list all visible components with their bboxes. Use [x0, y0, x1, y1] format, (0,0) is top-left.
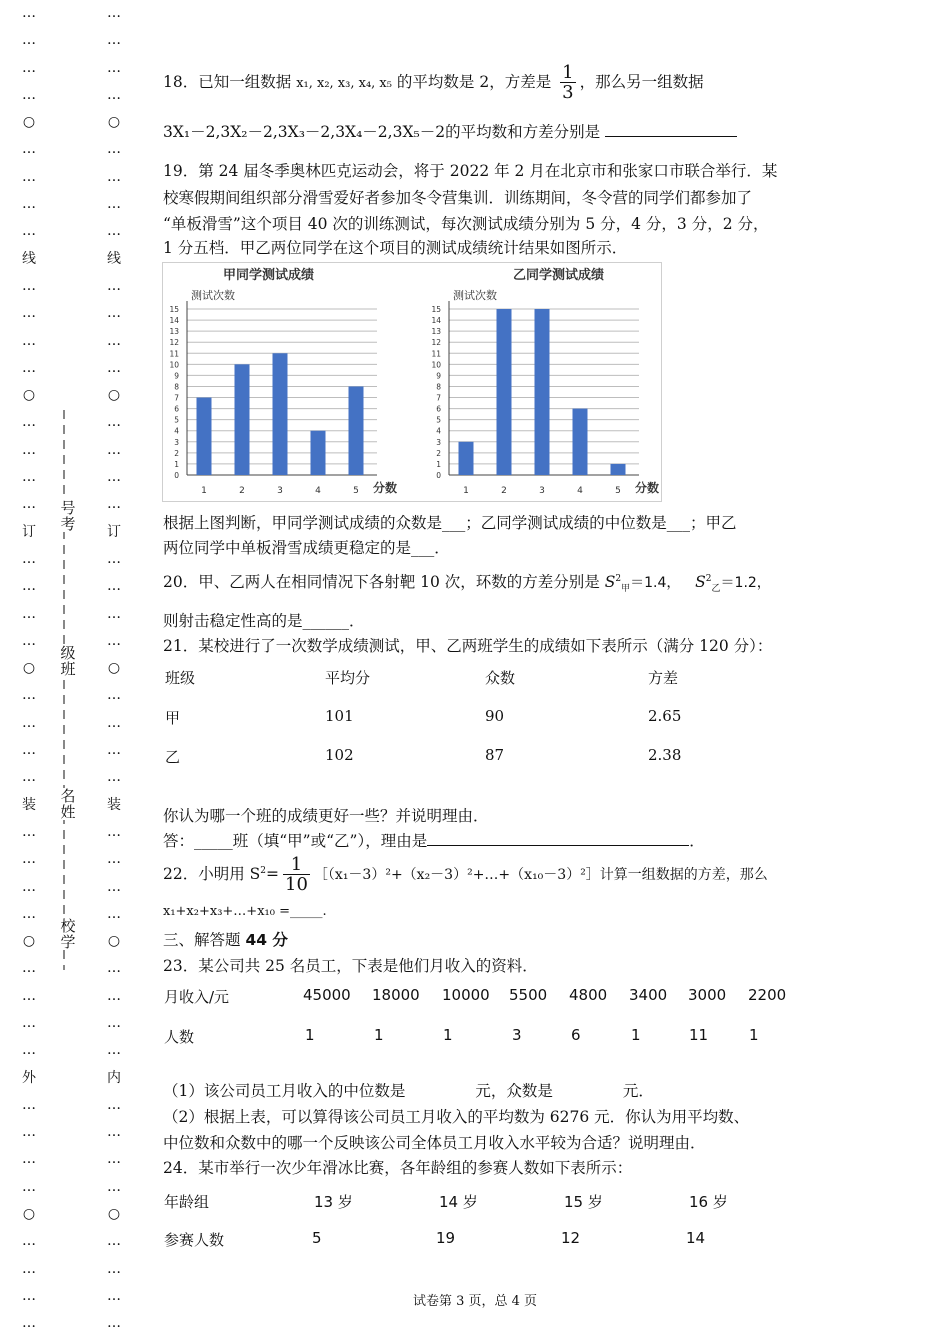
chart-ytick: 2 — [436, 448, 441, 458]
q24-cell: 14 — [686, 1229, 706, 1247]
chart-ylabel: 测试次数 — [453, 289, 497, 302]
q24-cell: 19 — [436, 1229, 456, 1247]
margin-mark: … — [22, 1096, 36, 1113]
q23-cell: 5500 — [509, 986, 548, 1004]
chart-ytick: 10 — [431, 360, 441, 370]
chart-xlabel: 分数 — [373, 481, 398, 495]
q24-cell: 5 — [312, 1229, 322, 1247]
chart-ytick: 6 — [436, 404, 441, 414]
margin-mark: 装 — [22, 796, 36, 813]
q22-frac-num: 1 — [290, 854, 303, 876]
margin-mark: … — [107, 277, 121, 294]
chart-ytick: 1 — [436, 459, 441, 469]
margin-mark: … — [22, 1124, 36, 1141]
margin-mark: … — [22, 1014, 36, 1031]
margin-mark: ○ — [107, 387, 121, 404]
margin-left-column — [14, 0, 44, 1338]
q21-reason-blank[interactable] — [427, 831, 689, 846]
margin-mark: 线 — [22, 250, 36, 267]
chart-bar — [311, 431, 326, 475]
q20-sub1: 甲 — [621, 584, 631, 595]
page-footer: 试卷第 3 页，总 4 页 — [412, 1294, 538, 1309]
chart-bar — [235, 364, 250, 475]
margin-mark: … — [22, 277, 36, 294]
margin-mark: … — [107, 987, 121, 1004]
q19-after2: 两位同学中单板滑雪成绩更稳定的是___． — [163, 539, 450, 557]
q19-line4: 1 分五档．甲乙两位同学在这个项目的测试成绩统计结果如图所示． — [163, 239, 628, 257]
chart-title: 甲同学测试成绩 — [223, 268, 315, 283]
margin-mark: … — [22, 960, 36, 977]
margin-mark: … — [107, 1124, 121, 1141]
margin-mark: … — [22, 1315, 36, 1332]
q23-label-income: 月收入/元 — [164, 988, 230, 1006]
q23-cell: 10000 — [442, 986, 490, 1004]
question-18-line2 — [163, 120, 737, 142]
q21-cell: 乙 — [165, 748, 181, 766]
q19-charts — [162, 262, 662, 502]
q24-label-age: 年龄组 — [164, 1193, 210, 1211]
q18-expr: 3X₁－2,3X₂－2,3X₃－2,3X₄－2,3X₅－2 — [163, 123, 446, 141]
label-school: 校学 — [58, 918, 78, 950]
margin-mark: ○ — [107, 114, 121, 131]
q21-row-jia — [163, 707, 723, 727]
chart-ytick: 8 — [436, 382, 441, 392]
margin-mark: … — [107, 632, 121, 649]
chart-ytick: 14 — [169, 316, 179, 326]
margin-mark: … — [107, 1287, 121, 1304]
margin-mark: … — [107, 1260, 121, 1277]
chart-ytick: 3 — [436, 437, 441, 447]
chart-ytick: 10 — [169, 360, 179, 370]
chart-ytick: 12 — [431, 338, 441, 348]
margin-mark: 外 — [22, 1069, 36, 1086]
margin-mark: … — [107, 1151, 121, 1168]
margin-mark: … — [107, 496, 121, 513]
margin-mark: … — [107, 878, 121, 895]
q23-text: 23．某公司共 25 名员工，下表是他们月收入的资料． — [163, 957, 538, 975]
q23-cell: 3400 — [629, 986, 668, 1004]
label-class: 级班 — [58, 645, 78, 677]
q18-text-a: 已知一组数据 — [198, 73, 292, 91]
chart-bar — [497, 309, 512, 475]
chart-ytick: 4 — [436, 426, 441, 436]
chart-ytick: 5 — [174, 415, 179, 425]
margin-mark: … — [22, 441, 36, 458]
chart-xtick: 2 — [501, 486, 507, 496]
margin-mark: … — [107, 305, 121, 322]
q21-answer-text: 答：_____班（填“甲”或“乙”），理由是 — [163, 832, 428, 850]
chart-ytick: 13 — [169, 327, 179, 337]
section-3-heading — [163, 928, 288, 950]
margin-mark: … — [107, 769, 121, 786]
chart-xlabel: 分数 — [635, 481, 660, 495]
margin-mark: 内 — [107, 1069, 121, 1086]
label-exam-number: 号考 — [58, 500, 78, 532]
margin-mark: … — [22, 550, 36, 567]
margin-mark: … — [107, 469, 121, 486]
margin-mark: … — [22, 59, 36, 76]
margin-mark: … — [22, 714, 36, 731]
chart-ytick: 14 — [431, 316, 441, 326]
margin-mark: … — [107, 905, 121, 922]
chart-ytick: 15 — [169, 305, 179, 314]
margin-mark: … — [107, 1315, 121, 1332]
q23-cell: 1 — [443, 1026, 453, 1044]
q21-answer-end: ． — [689, 832, 705, 850]
margin-mark: … — [22, 86, 36, 103]
q24-text: 24．某市举行一次少年滑冰比赛，各年龄组的参赛人数如下表所示： — [163, 1159, 633, 1177]
margin-mark: ○ — [22, 933, 36, 950]
q22-fraction — [283, 856, 310, 894]
chart-xtick: 3 — [277, 486, 283, 496]
margin-mark: … — [107, 168, 121, 185]
margin-mark: … — [22, 1260, 36, 1277]
margin-mark: … — [107, 59, 121, 76]
chart-ytick: 0 — [174, 471, 179, 480]
margin-mark: … — [107, 605, 121, 622]
margin-mark: … — [22, 1042, 36, 1059]
chart-ytick: 7 — [174, 393, 179, 403]
margin-mark: ○ — [107, 660, 121, 677]
q20-val2: ＝1.2， — [720, 575, 771, 591]
q19-after1: 根据上图判断，甲同学测试成绩的众数是___；乙同学测试成绩的中位数是___；甲乙 — [163, 514, 737, 532]
q23-cell: 1 — [631, 1026, 641, 1044]
margin-mark: … — [22, 305, 36, 322]
chart-ytick: 11 — [431, 349, 441, 359]
margin-mark: … — [107, 1096, 121, 1113]
margin-mark: … — [107, 1042, 121, 1059]
chart-ytick: 5 — [436, 415, 441, 425]
margin-mark: … — [22, 742, 36, 759]
q23-cell: 45000 — [303, 986, 351, 1004]
question-22 — [163, 848, 768, 898]
q22-text-b: ［（x₁－3）²+（x₂－3）²+…+（x₁₀－3）²］计算一组数据的方差，那么 — [313, 867, 768, 884]
q21-cell: 87 — [485, 746, 505, 764]
q19-line1: 19．第 24 届冬季奥林匹克运动会，将于 2022 年 2 月在北京市和张家口市联合举行．某 — [163, 162, 778, 180]
q19-line3: “单板滑雪”这个项目 40 次的训练测试，每次测试成绩分别为 5 分，4 分，3 分，2 分， — [163, 215, 769, 233]
q18-fraction — [560, 64, 575, 102]
bar-charts-svg — [163, 263, 661, 501]
q24-cell: 15 岁 — [564, 1193, 603, 1211]
margin-mark: … — [107, 141, 121, 158]
q24-cell: 14 岁 — [439, 1193, 478, 1211]
margin-mark: … — [22, 359, 36, 376]
q23-cell: 1 — [374, 1026, 384, 1044]
margin-mark: … — [107, 578, 121, 595]
margin-mark: … — [22, 168, 36, 185]
chart-ytick: 9 — [174, 371, 179, 381]
q22-eq: = — [266, 865, 280, 884]
margin-mark: … — [22, 1287, 36, 1304]
chart-bar — [573, 409, 588, 475]
q18-frac-den: 3 — [562, 82, 574, 103]
chart-xtick: 1 — [463, 486, 469, 496]
q21-cell: 2.38 — [648, 746, 682, 764]
margin-mark: ○ — [22, 1206, 36, 1223]
chart-ytick: 7 — [436, 393, 441, 403]
q23-cell: 3 — [512, 1026, 522, 1044]
margin-mark: ○ — [22, 114, 36, 131]
q23-p1-a: （1）该公司员工月收入的中位数是 — [163, 1082, 406, 1100]
chart-bar — [459, 442, 474, 475]
q21-th-mean: 平均分 — [325, 669, 371, 687]
q23-cell: 3000 — [688, 986, 727, 1004]
binding-line — [60, 410, 76, 970]
chart-xtick: 3 — [539, 486, 545, 496]
margin-mark: … — [107, 414, 121, 431]
chart-ytick: 12 — [169, 338, 179, 348]
q19-line2: 校寒假期间组织部分滑雪爱好者参加冬令营集训．训练期间，冬令营的同学们都参加了 — [163, 189, 753, 207]
margin-mark: 订 — [22, 523, 36, 540]
chart-ylabel: 测试次数 — [191, 289, 235, 302]
q18-text-b: 的平均数是 2，方差是 — [396, 73, 552, 91]
margin-mark: … — [22, 687, 36, 704]
q18-text-d: 的平均数和方差分别是 — [445, 123, 601, 141]
margin-mark: … — [22, 141, 36, 158]
margin-mark: … — [107, 742, 121, 759]
margin-mark: … — [22, 469, 36, 486]
question-20 — [163, 570, 771, 594]
margin-mark: … — [22, 32, 36, 49]
chart-title: 乙同学测试成绩 — [513, 268, 605, 283]
q23-part2-line2: 中位数和众数中的哪一个反映该公司全体员工月收入水平较为合适？说明理由． — [163, 1134, 706, 1152]
chart-xtick: 5 — [615, 486, 621, 496]
q23-part2-line1: （2）根据上表，可以算得该公司员工月收入的平均数为 6276 元．你认为用平均数、 — [163, 1108, 750, 1126]
margin-mark: … — [107, 687, 121, 704]
margin-mark: … — [107, 332, 121, 349]
chart-xtick: 4 — [577, 486, 583, 496]
q20-text: 20．甲、乙两人在相同情况下各射靶 10 次，环数的方差分别是 — [163, 573, 600, 591]
margin-mark: … — [22, 223, 36, 240]
q23-cell: 11 — [689, 1026, 709, 1044]
q21-ask: 你认为哪一个班的成绩更好一些？并说明理由． — [163, 807, 489, 825]
margin-mark: … — [22, 905, 36, 922]
q24-label-count: 参赛人数 — [164, 1231, 225, 1249]
margin-mark: … — [22, 987, 36, 1004]
q23-p1-c: 元． — [622, 1082, 654, 1100]
chart-xtick: 1 — [201, 486, 207, 496]
chart-ytick: 9 — [436, 371, 441, 381]
chart-ytick: 1 — [174, 459, 179, 469]
margin-mark: … — [107, 1233, 121, 1250]
margin-mark: ○ — [107, 933, 121, 950]
margin-mark: 装 — [107, 796, 121, 813]
q21-row-yi — [163, 746, 723, 766]
chart-xtick: 5 — [353, 486, 359, 496]
margin-mark: … — [107, 1178, 121, 1195]
margin-mark: … — [22, 1233, 36, 1250]
q20-line2: 则射击稳定性高的是______． — [163, 612, 365, 630]
q23-part1 — [163, 1079, 654, 1101]
margin-mark: … — [22, 769, 36, 786]
label-name: 名姓 — [58, 788, 78, 820]
q18-frac-num: 1 — [562, 62, 574, 83]
chart-bar — [611, 464, 626, 475]
margin-mark: … — [22, 496, 36, 513]
q20-s2: S — [695, 573, 706, 591]
margin-mark: … — [107, 550, 121, 567]
q18-text-c: ，那么另一组数据 — [579, 73, 704, 91]
q18-answer-blank[interactable] — [605, 122, 737, 137]
margin-mark: … — [22, 332, 36, 349]
q22-sup: 2 — [260, 866, 267, 876]
chart-bar — [349, 386, 364, 475]
chart-ytick: 2 — [174, 448, 179, 458]
q20-sup1: 2 — [615, 573, 622, 584]
chart-ytick: 8 — [174, 382, 179, 392]
chart-ytick: 15 — [431, 305, 441, 314]
binding-dashes — [60, 410, 76, 970]
q21-text: 21．某校进行了一次数学成绩测试，甲、乙两班学生的成绩如下表所示（满分 120 分）： — [163, 637, 773, 655]
margin-mark: … — [107, 86, 121, 103]
margin-mark: ○ — [22, 660, 36, 677]
margin-mark: 订 — [107, 523, 121, 540]
margin-mark: … — [22, 578, 36, 595]
q23-cell: 6 — [571, 1026, 581, 1044]
q18-number: 18． — [163, 73, 199, 91]
q23-p1-b: 元，众数是 — [475, 1082, 553, 1100]
q21-cell: 甲 — [165, 709, 181, 727]
q24-row-age — [163, 1191, 783, 1211]
margin-mark: ○ — [22, 387, 36, 404]
q22-text-a: 22．小明用 S — [163, 865, 261, 884]
margin-mark: … — [22, 414, 36, 431]
margin-mark: … — [107, 196, 121, 213]
q22-frac-den: 10 — [285, 874, 308, 896]
q20-s1: S — [604, 573, 616, 591]
q21-table-header — [163, 667, 723, 687]
q18-vars: x₁, x₂, x₃, x₄, x₅ — [296, 76, 392, 91]
margin-right-column — [99, 0, 129, 1338]
question-18 — [163, 64, 704, 102]
margin-mark: … — [107, 5, 121, 21]
q23-cell: 1 — [749, 1026, 759, 1044]
margin-mark: … — [107, 441, 121, 458]
q23-cell: 1 — [305, 1026, 315, 1044]
q21-cell: 90 — [485, 707, 505, 725]
chart-bar — [535, 309, 550, 475]
margin-mark: … — [107, 960, 121, 977]
q21-cell: 102 — [325, 746, 354, 764]
q24-cell: 16 岁 — [689, 1193, 728, 1211]
q21-th-variance: 方差 — [648, 669, 679, 687]
margin-mark: 线 — [107, 250, 121, 267]
q23-cell: 2200 — [748, 986, 787, 1004]
q23-cell: 18000 — [372, 986, 420, 1004]
margin-mark: … — [22, 1151, 36, 1168]
margin-mark: … — [22, 632, 36, 649]
margin-mark: … — [22, 196, 36, 213]
q21-cell: 2.65 — [648, 707, 682, 725]
chart-bar — [273, 353, 288, 475]
q24-cell: 13 岁 — [314, 1193, 353, 1211]
chart-xtick: 2 — [239, 486, 245, 496]
q23-row-count — [163, 1026, 803, 1046]
margin-mark: ○ — [107, 1206, 121, 1223]
chart-ytick: 13 — [431, 327, 441, 337]
margin-mark: … — [22, 823, 36, 840]
q23-row-income — [163, 986, 803, 1006]
section3-label: 三、解答题 — [163, 931, 246, 949]
margin-mark: … — [22, 5, 36, 21]
q20-val1: ＝1.4， — [630, 575, 681, 591]
chart-ytick: 0 — [436, 471, 441, 480]
q21-th-mode: 众数 — [485, 669, 516, 687]
chart-ytick: 11 — [169, 349, 179, 359]
margin-mark: … — [107, 851, 121, 868]
q23-label-count: 人数 — [164, 1028, 195, 1046]
margin-mark: … — [107, 32, 121, 49]
q20-sub2: 乙 — [711, 584, 721, 595]
margin-mark: … — [107, 823, 121, 840]
section3-score: 44 分 — [245, 931, 288, 949]
chart-ytick: 4 — [174, 426, 179, 436]
q23-cell: 4800 — [569, 986, 608, 1004]
margin-mark: … — [22, 1178, 36, 1195]
q21-th-class: 班级 — [165, 669, 196, 687]
chart-ytick: 3 — [174, 437, 179, 447]
q20-sup2: 2 — [705, 573, 712, 584]
margin-mark: … — [107, 1014, 121, 1031]
chart-bar — [197, 398, 212, 475]
margin-mark: … — [22, 878, 36, 895]
margin-mark: … — [107, 359, 121, 376]
margin-mark: … — [107, 223, 121, 240]
margin-mark: … — [22, 605, 36, 622]
q24-row-count — [163, 1229, 783, 1249]
chart-xtick: 4 — [315, 486, 321, 496]
chart-ytick: 6 — [174, 404, 179, 414]
margin-mark: … — [22, 851, 36, 868]
q24-cell: 12 — [561, 1229, 581, 1247]
q21-cell: 101 — [325, 707, 354, 725]
margin-mark: … — [107, 714, 121, 731]
q22-line2: x₁+x₂+x₃+…+x₁₀ =_____. — [163, 904, 327, 919]
